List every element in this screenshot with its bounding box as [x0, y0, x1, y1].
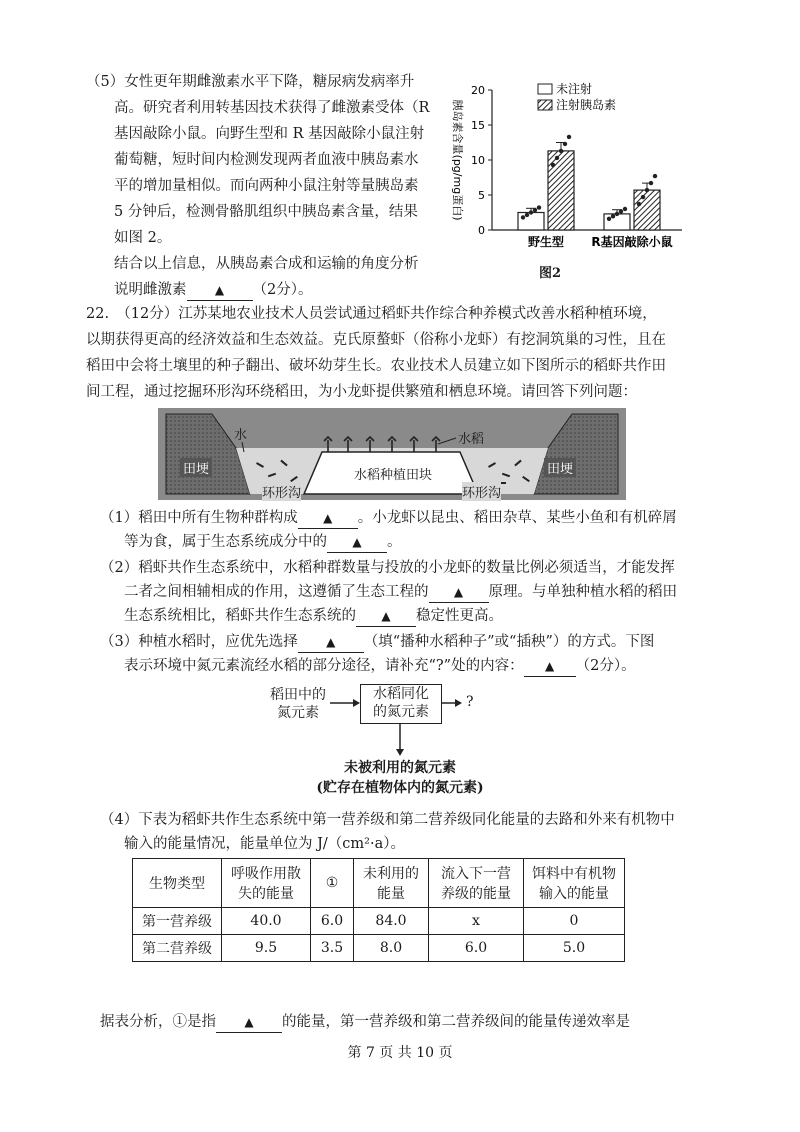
field-label: 水稻种植田块 — [353, 468, 432, 483]
q22-4-line-1: （4）下表为稻虾共作生态系统中第一营养级和第二营养级同化能量的去路和外来有机物中 — [100, 812, 675, 828]
y-tick-label: 15 — [471, 119, 485, 132]
q22-intro-2: 以期获得更高的经济效益和生态效益。克氏原螯虾（俗称小龙虾）有挖洞筑巢的习性，且在 — [86, 332, 666, 348]
y-axis-label: 胰岛素含量(pg/mg蛋白) — [451, 99, 464, 221]
table-cell: 5.0 — [524, 935, 625, 962]
q22-4-line-2: 输入的能量情况，能量单位为 J/（cm²·a）。 — [124, 836, 405, 852]
arrow-head — [455, 699, 462, 707]
q22-2-line-3 — [124, 606, 503, 627]
q22-1-text-b: 。小龙虾以昆虫、稻田杂草、某些小鱼和有机碎屑 — [357, 510, 677, 526]
legend-swatch-uninjected — [538, 84, 552, 94]
q21-line-3: 基因敲除小鼠。向野生型和 R 基因敲除小鼠注射 — [114, 126, 425, 142]
q21-line-2: 高。研究者利用转基因技术获得了雌激素受体（R — [114, 100, 430, 116]
x-tick-label: 野生型 — [527, 235, 565, 249]
q22-intro-4: 间工程，通过挖掘环形沟环绕稻田，为小龙虾提供繁殖和栖息环境。请回答下列问题： — [86, 384, 637, 400]
answer-blank[interactable]: ▲ — [298, 632, 364, 653]
bar-injected-1 — [634, 190, 660, 230]
table-cell: 第一营养级 — [133, 908, 222, 935]
q21-line-7: 如图 2。 — [114, 230, 172, 246]
bar-uninjected-0 — [518, 213, 544, 231]
table-cell: 6.0 — [311, 908, 354, 935]
data-dot — [551, 163, 555, 167]
table-header-cell: 饵料中有机物 输入的能量 — [524, 859, 625, 908]
data-dot — [619, 209, 623, 213]
bar-chart — [436, 80, 696, 280]
q22-4-end-text-a: 据表分析，①是指 — [100, 1014, 216, 1030]
q22-4-end-line — [100, 1012, 630, 1033]
flow-assimilated-line-1: 水稻同化 — [373, 686, 429, 702]
q21-last-prefix: 说明雌激素 — [114, 282, 187, 298]
rice-label: 水稻 — [458, 432, 485, 447]
data-dot — [653, 174, 657, 178]
ditch-label-right: 环形沟 — [462, 482, 501, 501]
table-cell: x — [429, 908, 524, 935]
flow-source-line-1: 稻田中的 — [270, 687, 326, 703]
flow-arrows — [330, 680, 500, 760]
data-dot — [637, 202, 641, 206]
data-dot — [615, 212, 619, 216]
energy-table — [132, 858, 625, 962]
answer-blank[interactable]: ▲ — [429, 582, 489, 603]
table-cell: 8.0 — [354, 935, 429, 962]
table-header-cell: 流入下一营 养级的能量 — [429, 859, 524, 908]
q22-2-line-1: （2）稻虾共作生态系统中，水稻种群数量与投放的小龙虾的数量比例必须适当，才能发挥 — [100, 560, 675, 576]
q22-intro-3: 稻田中会将土壤里的种子翻出、破坏幼芽生长。农业技术人员建立如下图所示的稻虾共作田 — [86, 358, 666, 374]
table-cell: 40.0 — [222, 908, 311, 935]
page-footer: 第 7 页 共 10 页 — [347, 1045, 453, 1061]
data-dot — [645, 188, 649, 192]
data-dot — [649, 181, 653, 185]
flow-unused — [300, 758, 500, 798]
left-bank-label: 田埂 — [180, 458, 212, 477]
q22-3-line-2 — [124, 656, 636, 677]
q22-3-line-1 — [100, 632, 654, 653]
q21-line-1: （5）女性更年期雌激素水平下降，糖尿病发病率升 — [86, 74, 415, 90]
legend-label: 未注射 — [556, 82, 593, 96]
table-cell: 9.5 — [222, 935, 311, 962]
figure-caption: 图2 — [539, 266, 562, 281]
bar-injected-0 — [548, 151, 574, 230]
q22-1-text-c: 等为食，属于生态系统成分中的 — [124, 534, 327, 550]
data-dot — [623, 207, 627, 211]
q21-last-suffix: （2分）。 — [252, 282, 313, 298]
data-dot — [611, 214, 615, 218]
data-dot — [537, 205, 541, 209]
table-cell: 6.0 — [429, 935, 524, 962]
data-dot — [559, 149, 563, 153]
data-dot — [567, 135, 571, 139]
q22-4-end-text-b: 的能量，第一营养级和第二营养级间的能量传递效率是 — [282, 1014, 630, 1030]
rice-shrimp-diagram — [158, 408, 626, 500]
y-tick-label: 5 — [478, 189, 485, 202]
answer-blank[interactable]: ▲ — [298, 508, 358, 529]
q21-line-6: 5 分钟后，检测骨骼肌组织中胰岛素含量，结果 — [114, 204, 418, 220]
table-cell: 第二营养级 — [133, 935, 222, 962]
data-dot — [533, 208, 537, 212]
flow-unused-line-2: (贮存在植物体内的氮元素) — [316, 780, 484, 796]
water-label: 水 — [234, 428, 248, 443]
y-tick-label: 0 — [478, 224, 485, 237]
table-header-cell: 生物类型 — [133, 859, 222, 908]
figure-2 — [436, 80, 696, 280]
data-dot — [563, 142, 567, 146]
q22-3-text-d: （2分）。 — [575, 658, 636, 674]
table-header-row — [133, 859, 625, 908]
q22-3-text-c: 表示环境中氮元素流经水稻的部分途径，请补充“?”处的内容： — [124, 658, 524, 674]
table-header-cell: 未利用的 能量 — [354, 859, 429, 908]
q21-line-5: 平的增加量相似。而向两种小鼠注射等量胰岛素 — [114, 178, 419, 194]
legend-label: 注射胰岛素 — [556, 98, 617, 112]
table-cell: 0 — [524, 908, 625, 935]
legend-swatch-injected — [538, 100, 552, 110]
table-header-cell: ① — [311, 859, 354, 908]
answer-blank[interactable]: ▲ — [356, 606, 416, 627]
q22-2-text-d: 生态系统相比，稻虾共作生态系统的 — [124, 608, 356, 624]
flow-unused-line-1: 未被利用的氮元素 — [344, 760, 456, 776]
table-cell: 84.0 — [354, 908, 429, 935]
data-dot — [525, 213, 529, 217]
x-tick-label: R基因敲除小鼠 — [591, 235, 673, 249]
field-cross-section — [158, 408, 626, 500]
q22-2-text-c: 原理。与单独种植水稻的稻田 — [488, 584, 677, 600]
q22-1-text-a: （1）稻田中所有生物种群构成 — [100, 510, 298, 526]
q21-last-line — [114, 280, 312, 301]
q22-3-text-a: （3）种植水稻时，应优先选择 — [100, 634, 298, 650]
y-tick-label: 10 — [471, 154, 485, 167]
q22-1-text-d: 。 — [387, 534, 402, 550]
data-dot — [529, 210, 533, 214]
right-bank-label: 田埂 — [544, 458, 576, 477]
flow-source — [270, 686, 326, 722]
y-tick-label: 20 — [471, 84, 485, 97]
answer-blank[interactable]: ▲ — [187, 280, 253, 301]
answer-blank[interactable]: ▲ — [524, 656, 576, 677]
ditch-label-left: 环形沟 — [262, 482, 301, 501]
q22-3-text-b: （填“播种水稻种子”或“插秧”）的方式。下图 — [363, 634, 655, 650]
data-dot — [607, 217, 611, 221]
arrow-head — [396, 749, 404, 756]
arrow-head — [353, 699, 360, 707]
q21-line-8: 结合以上信息，从胰岛素合成和运输的角度分析 — [114, 256, 419, 272]
q22-intro-1: 22. （12分）江苏某地农业技术人员尝试通过稻虾共作综合种养模式改善水稻种植环境， — [86, 306, 657, 322]
q22-2-text-b: 二者之间相辅相成的作用，这遵循了生态工程的 — [124, 584, 429, 600]
table-header-cell: 呼吸作用散 失的能量 — [222, 859, 311, 908]
flow-unknown: ? — [466, 694, 474, 710]
flow-source-line-2: 氮元素 — [277, 705, 319, 721]
table-row — [133, 908, 625, 935]
q22-2-text-e: 稳定性更高。 — [416, 608, 503, 624]
data-dot — [641, 195, 645, 199]
q22-2-line-2 — [124, 582, 677, 603]
data-dot — [555, 156, 559, 160]
flow-assimilated-line-2: 的氮元素 — [373, 704, 429, 720]
table-row — [133, 935, 625, 962]
bar-uninjected-1 — [604, 214, 630, 230]
table-cell: 3.5 — [311, 935, 354, 962]
answer-blank[interactable]: ▲ — [327, 532, 387, 553]
answer-blank[interactable]: ▲ — [216, 1012, 282, 1033]
data-dot — [521, 215, 525, 219]
q22-1-line-1 — [100, 508, 677, 529]
q21-line-4: 葡萄糖，短时间内检测发现两者血液中胰岛素水 — [114, 152, 419, 168]
q22-1-line-2 — [124, 532, 402, 553]
